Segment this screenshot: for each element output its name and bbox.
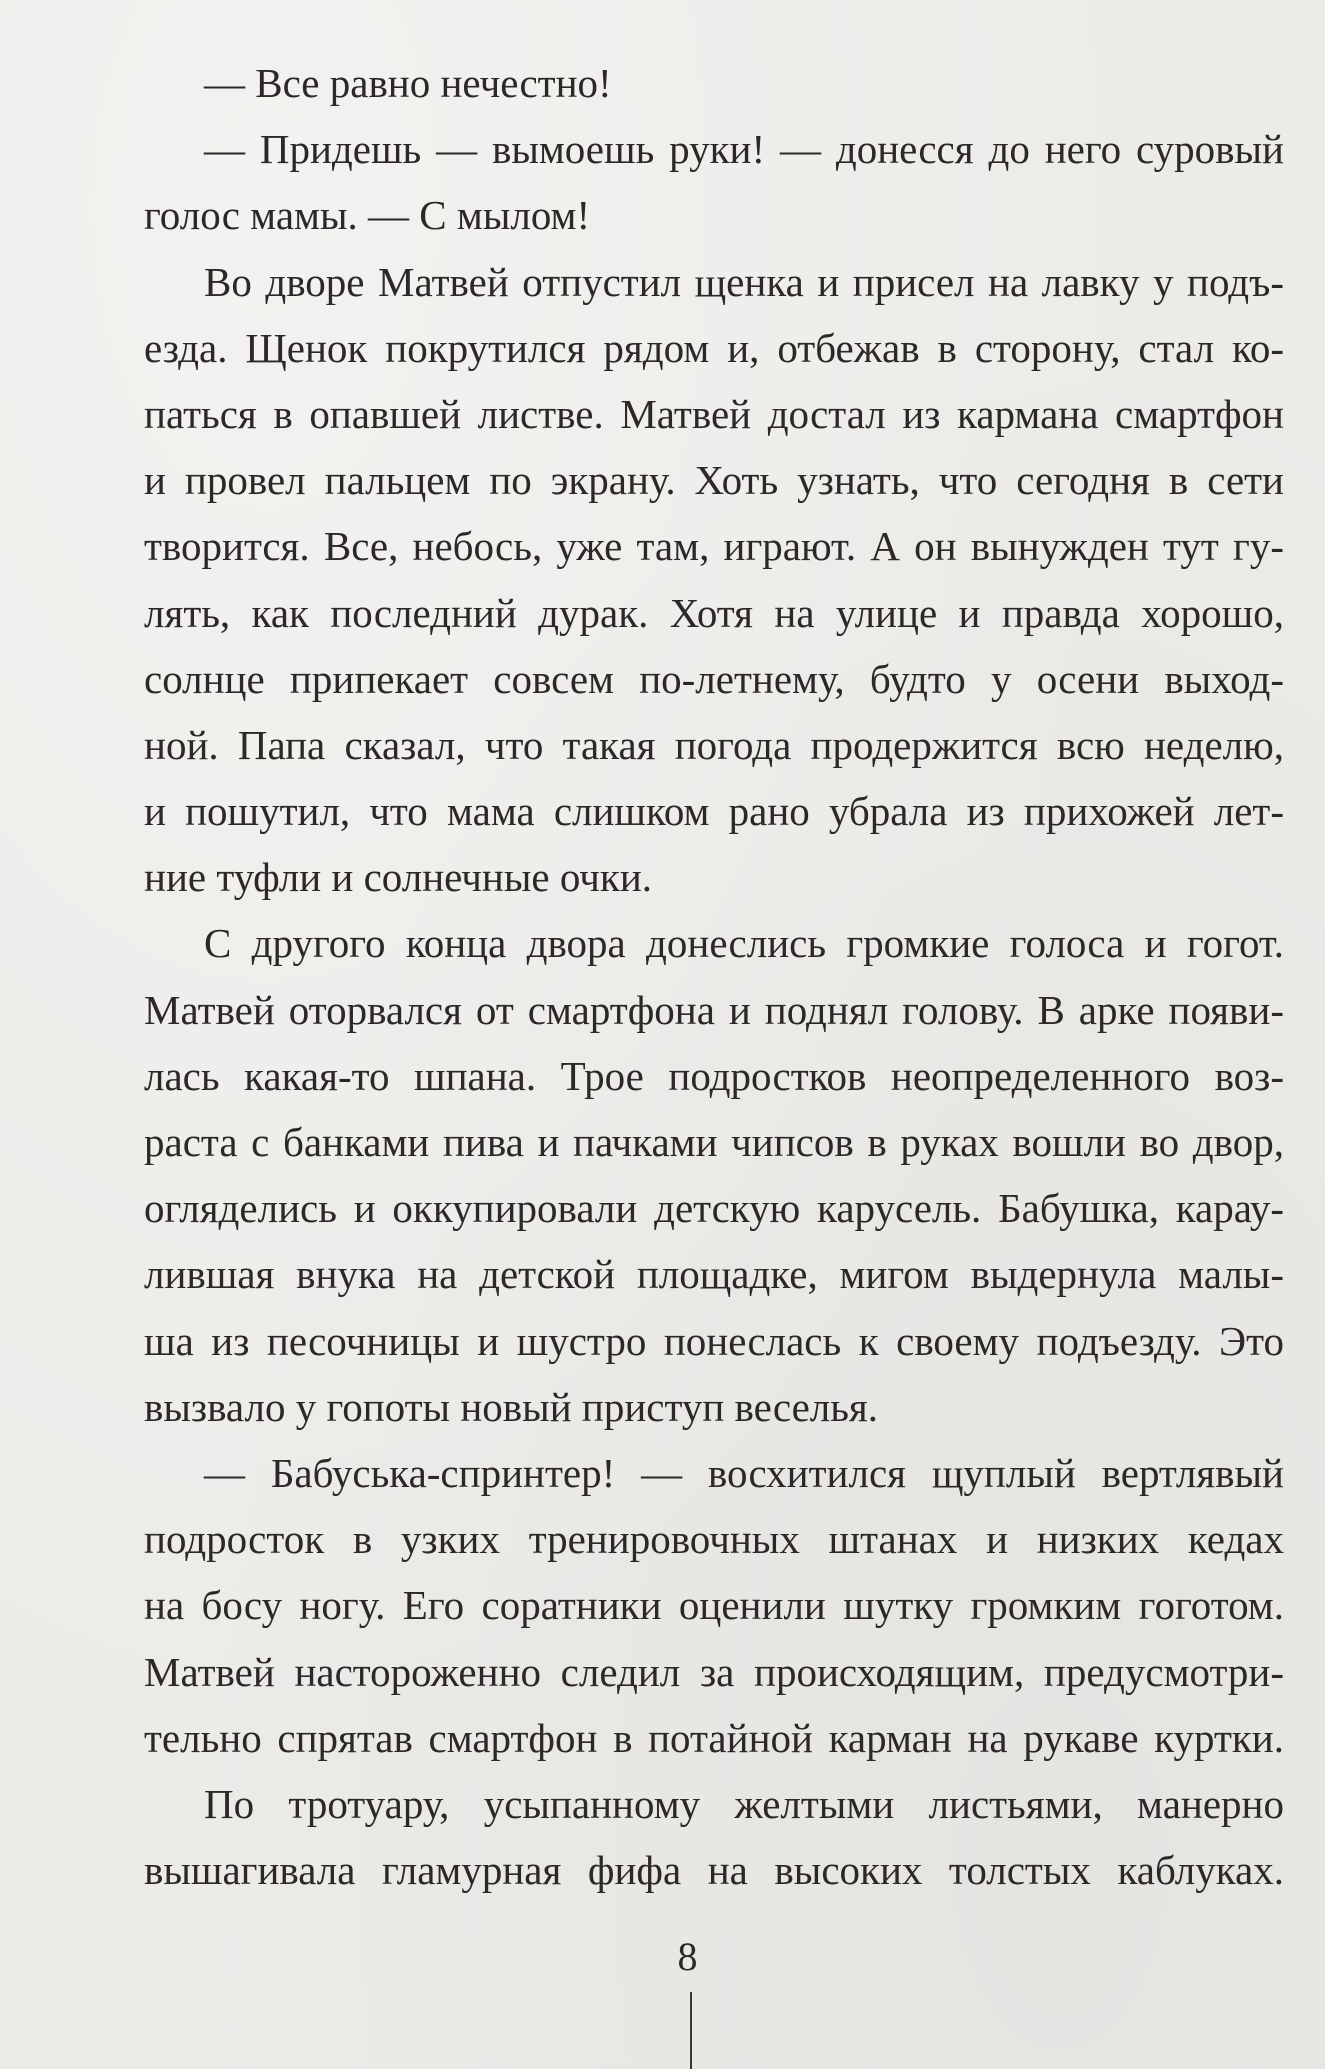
text-line: на босу ногу. Его соратники оценили шутку громким гоготом. — [144, 1582, 1284, 1629]
text-line: творится. Все, небось, уже там, играют. А он вынужден тут гу- — [144, 523, 1284, 570]
text-line: огляделись и оккупировали детскую карусель. Бабушка, карау- — [144, 1185, 1284, 1232]
text-line: — Все равно нечестно! — [204, 60, 612, 106]
text-line: и пошутил, что мама слишком рано убрала из прихожей лет- — [144, 788, 1284, 835]
text-line: ной. Папа сказал, что такая погода продержится всю неделю, — [144, 721, 1284, 768]
page-number: 8 — [677, 1934, 698, 1979]
text-line: — Бабуська-спринтер! — восхитился щуплый вертлявый — [204, 1449, 1284, 1496]
text-line: Во дворе Матвей отпустил щенка и присел на лавку у подъ- — [204, 258, 1284, 305]
text-line: — Придешь — вымоешь руки! — донесся до него суровый — [204, 126, 1284, 173]
text-line: ша из песочницы и шустро понеслась к своему подъезду. Это — [144, 1317, 1284, 1364]
text-line: Матвей оторвался от смартфона и поднял голову. В арке появи- — [144, 986, 1284, 1033]
text-line: подросток в узких тренировочных штанах и низких кедах — [144, 1516, 1284, 1563]
text-line: лившая внука на детской площадке, мигом выдернула малы- — [144, 1251, 1284, 1298]
text-line: ние туфли и солнечные очки. — [144, 854, 653, 901]
text-line: По тротуару, усыпанному желтыми листьями, манерно — [204, 1780, 1284, 1827]
text-line: Матвей настороженно следил за происходящим, предусмотри- — [144, 1648, 1284, 1695]
text-line: лять, как последний дурак. Хотя на улице и правда хорошо, — [144, 589, 1284, 636]
text-line: вызвало у гопоты новый приступ веселья. — [144, 1383, 879, 1430]
text-line: паться в опавшей листве. Матвей достал из кармана смартфон — [144, 390, 1284, 437]
text-line: раста с банками пива и пачками чипсов в руках вошли во двор, — [144, 1119, 1284, 1165]
text-line: и провел пальцем по экрану. Хоть узнать, что сегодня в сети — [144, 457, 1284, 504]
text-line: С другого конца двора донеслись громкие голоса и гогот. — [204, 920, 1284, 967]
text-line: голос мамы. — С мылом! — [144, 192, 591, 239]
body-text — [144, 50, 1284, 1903]
text-line: лась какая-то шпана. Трое подростков неопределенного воз- — [144, 1052, 1284, 1099]
text-line: езда. Щенок покрутился рядом и, отбежав в сторону, стал ко- — [144, 324, 1284, 371]
text-line: солнце припекает совсем по-летнему, будто у осени выход- — [144, 655, 1284, 702]
page-number-rule — [690, 1992, 692, 2069]
text-line: тельно спрятав смартфон в потайной карман на рукаве куртки. — [144, 1714, 1284, 1761]
text-line: вышагивала гламурная фифа на высоких толстых каблуках. — [144, 1847, 1284, 1894]
